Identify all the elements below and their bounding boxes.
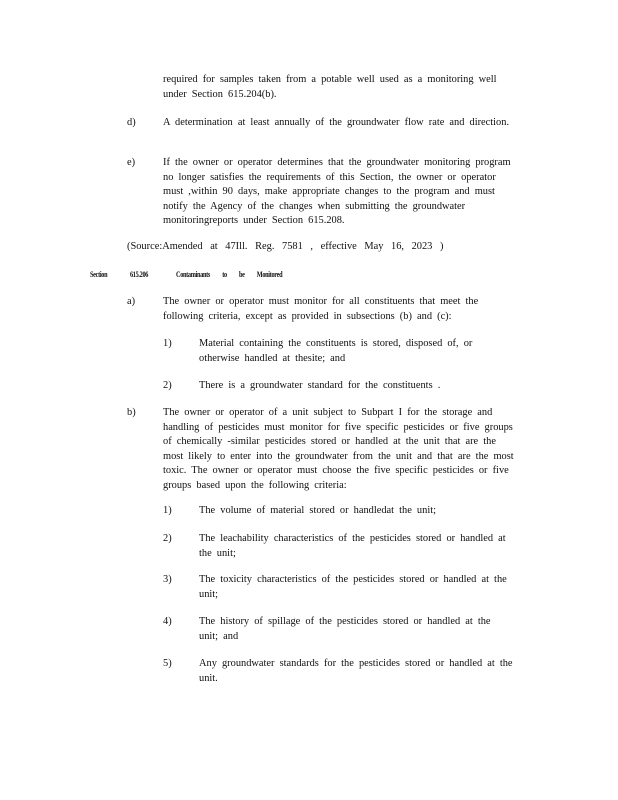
section-number: 615.206 bbox=[130, 270, 149, 279]
section-title: Contaminants to be Monitored bbox=[176, 270, 283, 279]
item-a-2-text: There is a groundwater standard for the constituents . bbox=[199, 380, 441, 391]
item-d-label: d) bbox=[127, 117, 136, 128]
item-b-text: The owner or operator of a unit subject to Subpart I for the storage and handling of pesticides must monitor for five specific pesticides or five groups of chemically -similar pesticides stored or handled at the unit that are the most likely to enter into the groundwater from the unit and that are the most toxic. The owner or operator must choose the five specific pesticides or five groups based upon the following criteria: bbox=[163, 407, 514, 491]
item-b-2-text: The leachability characteristics of the pesticides stored or handled at the unit; bbox=[199, 533, 506, 559]
item-b-5-text: Any groundwater standards for the pesticides stored or handled at the unit. bbox=[199, 658, 513, 684]
item-a-2-label: 2) bbox=[163, 380, 172, 391]
item-b-3-label: 3) bbox=[163, 574, 172, 585]
item-d-text: A determination at least annually of the groundwater flow rate and direction. bbox=[163, 117, 510, 128]
source-note: (Source:Amended at 47Ill. Reg. 7581 , effective May 16, 2023 ) bbox=[127, 241, 444, 252]
item-b-5-label: 5) bbox=[163, 658, 172, 669]
item-b-2-label: 2) bbox=[163, 533, 172, 544]
item-a-1-label: 1) bbox=[163, 338, 172, 349]
item-b-1-label: 1) bbox=[163, 505, 172, 516]
item-b-label: b) bbox=[127, 407, 136, 418]
item-e-text: If the owner or operator determines that the groundwater monitoring program no longer satisfies the requirements of this Section, the owner or operator must ,within 90 days, make appropriate changes to the program and must notify the Agency of the changes when submitting the groundwater monitoringreports under Section 615.208. bbox=[163, 157, 511, 227]
item-b-3-text: The toxicity characteristics of the pesticides stored or handled at the unit; bbox=[199, 574, 507, 600]
continuation-paragraph: required for samples taken from a potable well used as a monitoring well under Section 615.204(b). bbox=[163, 74, 497, 100]
section-word: Section bbox=[90, 270, 108, 279]
item-e-label: e) bbox=[127, 157, 136, 168]
item-b-4-label: 4) bbox=[163, 616, 172, 627]
item-a-text: The owner or operator must monitor for all constituents that meet the following criteria, except as provided in subsections (b) and (c): bbox=[163, 296, 479, 322]
item-b-4-text: The history of spillage of the pesticides stored or handled at the unit; and bbox=[199, 616, 491, 642]
item-b-1-text: The volume of material stored or handledat the unit; bbox=[199, 505, 436, 516]
item-a-1-text: Material containing the constituents is stored, disposed of, or otherwise handled at thesite; and bbox=[199, 338, 473, 364]
item-a-label: a) bbox=[127, 296, 136, 307]
